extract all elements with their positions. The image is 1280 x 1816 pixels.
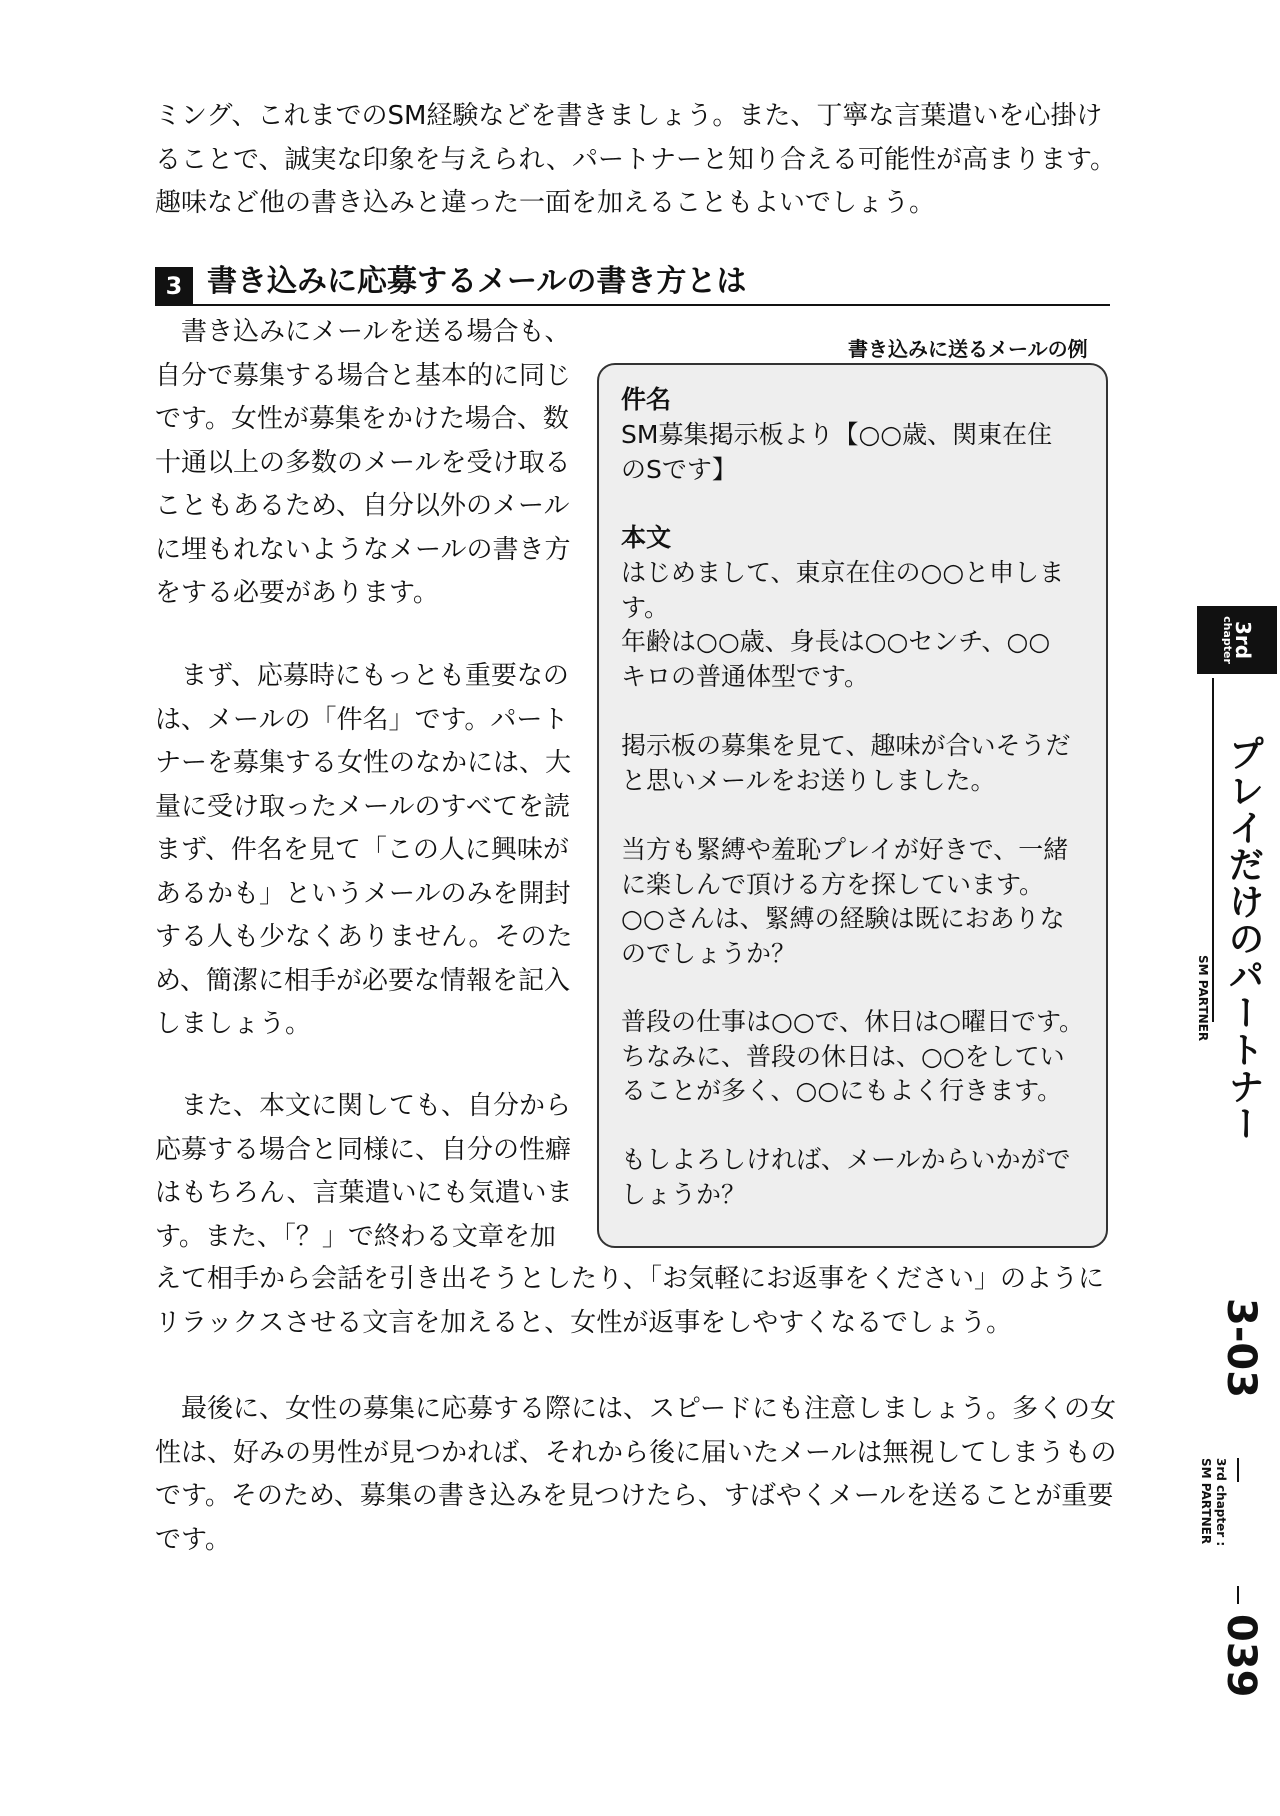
text-line: 年齢は○○歳、身長は○○センチ、○○ xyxy=(621,627,1051,656)
chapter-tab-number: 3rd xyxy=(1231,620,1255,660)
text-line: ることで、誠実な印象を与えられ、パートナーと知り合える可能性が高まります。 xyxy=(155,144,1116,175)
text-line: 応募する場合と同様に、自分の性癖 xyxy=(155,1134,572,1165)
text-line: 掲示板の募集を見て、趣味が合いそうだ xyxy=(621,731,1071,760)
text-line: です。 xyxy=(155,1524,231,1555)
text-line: のでしょうか？ xyxy=(621,938,797,968)
text-line: をする必要があります。 xyxy=(155,578,439,608)
text-line: あるかも」というメールのみを開封 xyxy=(155,878,571,909)
text-line: す。 xyxy=(621,592,670,622)
text-line: する人も少なくありません。そのた xyxy=(155,922,573,952)
mail-body-block xyxy=(621,556,1064,694)
body-label: 本文 xyxy=(621,523,672,552)
section-subtitle-line: 3rd chapter : xyxy=(1214,1458,1228,1547)
text-line: えて相手から会話を引き出そうとしたり、「お気軽にお返事をください」のように xyxy=(155,1264,1105,1294)
text-line: しましょう。 xyxy=(155,1009,312,1039)
section-number-badge: 3 xyxy=(155,267,193,305)
text-line: と思いメールをお送りしました。 xyxy=(621,765,996,795)
body-paragraph xyxy=(155,655,573,1047)
text-line: また、本文に関しても、自分から xyxy=(155,1091,572,1121)
text-line: 量に受け取ったメールのすべてを読 xyxy=(155,791,570,822)
text-line: 自分で募集する場合と基本的に同じ xyxy=(155,360,572,391)
subject-text xyxy=(621,418,1052,487)
section-subtitle xyxy=(1198,1458,1228,1546)
chapter-tab-label: chapter xyxy=(1221,616,1234,664)
body-paragraph xyxy=(155,1085,573,1259)
section-title: 書き込みに応募するメールの書き方とは xyxy=(207,264,747,299)
body-paragraph xyxy=(155,1258,1104,1345)
text-line: まず、件名を見て「この人に興味が xyxy=(155,835,569,865)
section-number: 3-03 xyxy=(1218,1298,1264,1399)
example-mail-box xyxy=(597,363,1108,1248)
text-line: リラックスさせる文言を加えると、女性が返事をしやすくなるでしょう。 xyxy=(155,1307,1012,1338)
page-number: 039 xyxy=(1218,1614,1264,1698)
example-caption: 書き込みに送るメールの例 xyxy=(848,337,1088,361)
mail-body-block xyxy=(621,1005,1084,1109)
text-line: です。そのため、募集の書き込みを見つけたら、すばやくメールを送ることが重要 xyxy=(155,1481,1114,1511)
text-line: ミング、これまでのSM経験などを書きましょう。また、丁寧な言葉遣いを心掛け xyxy=(155,101,1103,131)
text-line: 性は、好みの男性が見つかれば、それから後に届いたメールは無視してしまうもの xyxy=(155,1437,1117,1468)
body-paragraph xyxy=(155,1388,1116,1562)
text-line: す。また、「？」で終わる文章を加 xyxy=(155,1221,556,1252)
chapter-title: プレイだけのパートナー xyxy=(1223,735,1264,1142)
text-line: 最後に、女性の募集に応募する際には、スピードにも注意しましょう。多くの女 xyxy=(155,1394,1116,1424)
text-line: 普段の仕事は○○で、休日は○曜日です。 xyxy=(621,1007,1084,1036)
text-line: のSです】 xyxy=(621,454,737,484)
text-line: 趣味など他の書き込みと違った一面を加えることもよいでしょう。 xyxy=(155,188,936,218)
text-line: はもちろん、言葉遣いにも気遣いま xyxy=(155,1178,573,1208)
section-separator xyxy=(1237,1458,1239,1482)
text-line: ○○さんは、緊縛の経験は既におありな xyxy=(621,904,1065,933)
chapter-tab xyxy=(1197,606,1277,674)
mail-body-block xyxy=(621,729,1071,798)
text-line: 当方も緊縛や羞恥プレイが好きで、一緒 xyxy=(621,835,1069,864)
text-line: まず、応募時にもっとも重要なの xyxy=(155,661,569,691)
text-line: はじめまして、東京在住の○○と申しま xyxy=(621,558,1065,587)
text-line: は、メールの「件名」です。パート xyxy=(155,704,569,735)
mail-body-block xyxy=(621,833,1068,971)
text-line: です。女性が募集をかけた場合、数 xyxy=(155,404,569,434)
body-paragraph xyxy=(155,311,571,616)
text-line: に埋もれないようなメールの書き方 xyxy=(155,534,571,565)
text-line: ちなみに、普段の休日は、○○をしてい xyxy=(621,1041,1065,1071)
mail-body-block xyxy=(621,1143,1071,1212)
subject-label: 件名 xyxy=(621,385,672,414)
section-heading xyxy=(155,262,1110,306)
text-line: め、簡潔に相手が必要な情報を記入 xyxy=(155,965,570,996)
text-line: キロの普通体型です。 xyxy=(621,661,870,691)
text-line: 書き込みにメールを送る場合も、 xyxy=(155,317,571,347)
section-subtitle-line: SM PARTNER xyxy=(1199,1458,1213,1545)
text-line: ナーを募集する女性のなかには、大 xyxy=(155,748,572,778)
text-line: もしよろしければ、メールからいかがで xyxy=(621,1145,1071,1174)
sidebar-divider xyxy=(1212,678,1214,1022)
text-line: しょうか？ xyxy=(621,1179,747,1209)
text-line: こともあるため、自分以外のメール xyxy=(155,491,570,521)
text-line: SM募集掲示板より【○○歳、関東在住 xyxy=(621,420,1053,449)
page-number-separator xyxy=(1237,1586,1239,1604)
text-line: ることが多く、○○にもよく行きます。 xyxy=(621,1076,1063,1105)
text-line: 十通以上の多数のメールを受け取る xyxy=(155,447,571,478)
text-line: に楽しんで頂ける方を探しています。 xyxy=(621,869,1045,899)
chapter-subtitle: SM PARTNER xyxy=(1196,955,1210,1042)
intro-paragraph xyxy=(155,95,1116,226)
